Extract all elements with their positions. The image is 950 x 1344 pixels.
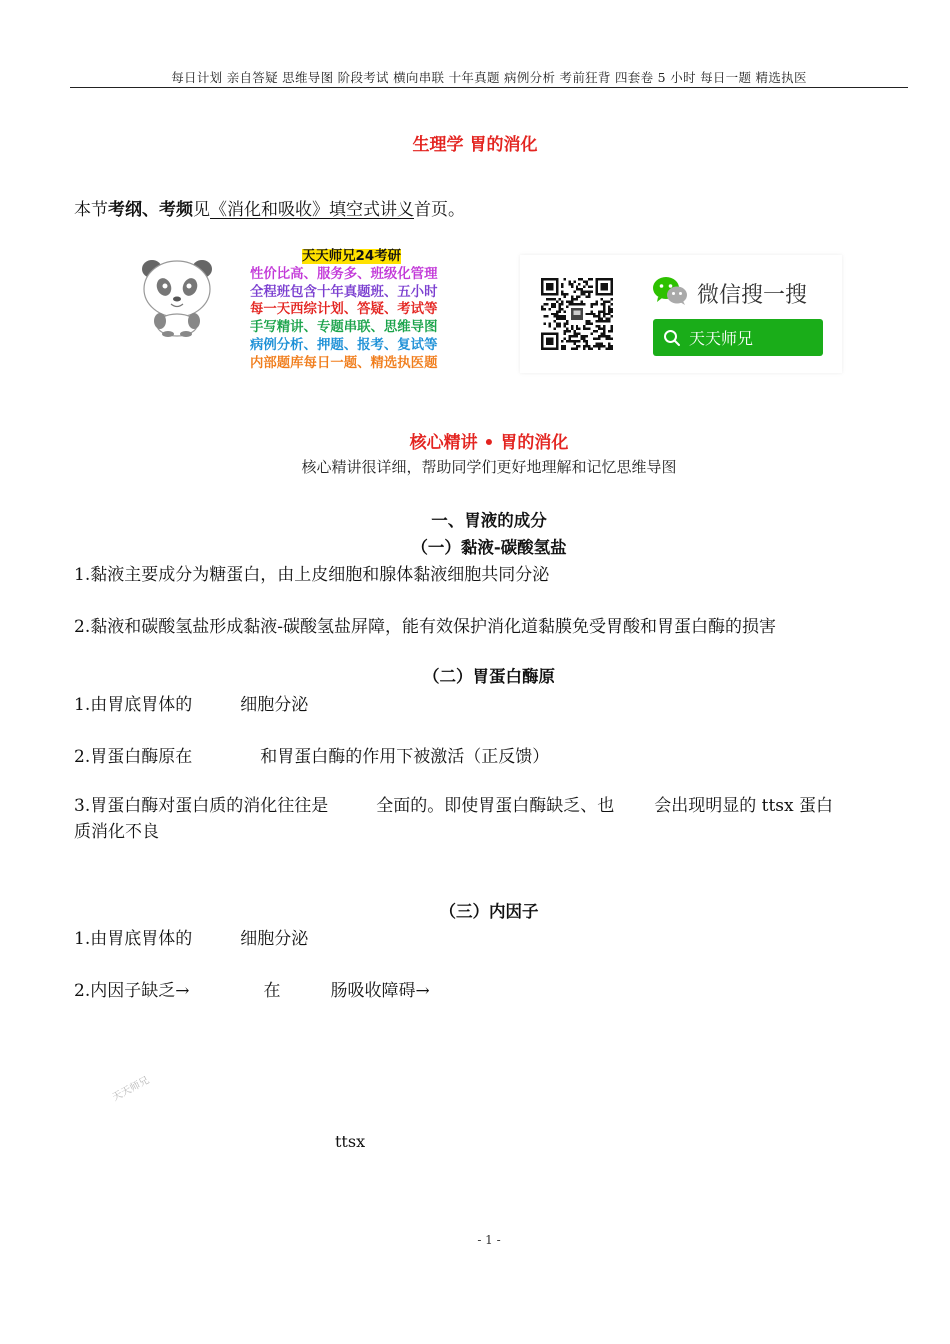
paragraph-intrinsic-1 bbox=[74, 924, 308, 949]
wechat-search-button-label: 天天师兄 bbox=[689, 329, 754, 348]
promo-line: 手写精讲、专题串联、思维导图 bbox=[250, 320, 438, 336]
intro-prefix: 本节 bbox=[74, 200, 108, 220]
text-fragment: 细胞分泌 bbox=[240, 929, 309, 949]
promo-text-block bbox=[250, 248, 437, 373]
panda-mascot-icon bbox=[138, 255, 216, 337]
intro-middle: 见 bbox=[193, 200, 210, 220]
paragraph-intrinsic-2 bbox=[74, 976, 430, 1001]
stray-text: ttsx bbox=[335, 1132, 366, 1151]
promo-line: 每一天西综计划、答疑、考试等 bbox=[250, 302, 438, 318]
text-fragment: 全面的。即使胃蛋白酶缺乏、也 bbox=[376, 796, 615, 816]
text-fragment: 在 bbox=[263, 981, 281, 1001]
promo-title-text: 天天师兄24考研 bbox=[302, 249, 401, 264]
wechat-logo-icon bbox=[652, 276, 688, 306]
watermark-text: 天天师兄 bbox=[110, 1075, 152, 1104]
promo-line: 内部题库每日一题、精选执医题 bbox=[250, 355, 438, 371]
subsection-heading-3: （三）内因子 bbox=[439, 902, 539, 921]
promo-line: 全程班包含十年真题班、五小时 bbox=[250, 284, 438, 300]
text-fragment: 肠吸收障碍→ bbox=[330, 981, 430, 1001]
intro-link-text: 《消化和吸收》填空式讲义 bbox=[210, 200, 414, 220]
text-fragment: 和胃蛋白酶的作用下被激活（正反馈） bbox=[260, 747, 550, 767]
search-icon bbox=[663, 329, 681, 347]
header-divider bbox=[70, 87, 908, 88]
core-subtitle: 核心精讲很详细，帮助同学们更好地理解和记忆思维导图 bbox=[301, 458, 677, 476]
promo-title bbox=[302, 248, 437, 266]
core-title: 核心精讲 • 胃的消化 bbox=[409, 433, 569, 453]
text-fragment: 1.由胃底胃体的 bbox=[74, 695, 193, 715]
paragraph-mucus-1: 1.黏液主要成分为糖蛋白，由上皮细胞和腺体黏液细胞共同分泌 bbox=[74, 565, 550, 585]
page-number: - 1 - bbox=[477, 1233, 501, 1247]
promo-line: 性价比高、服务多、班级化管理 bbox=[250, 266, 438, 282]
text-fragment: 1.由胃底胃体的 bbox=[74, 929, 193, 949]
text-fragment: 会出现明显的 ttsx 蛋白 bbox=[654, 796, 834, 816]
text-fragment: 3.胃蛋白酶对蛋白质的消化往往是 bbox=[74, 796, 329, 816]
text-fragment: 2.内因子缺乏→ bbox=[74, 981, 190, 1001]
intro-bold: 考纲、考频 bbox=[108, 200, 193, 220]
wechat-search-label: 微信搜一搜 bbox=[697, 283, 808, 308]
page-title: 生理学 胃的消化 bbox=[412, 135, 538, 155]
promo-line: 病例分析、押题、报考、复试等 bbox=[250, 337, 438, 353]
page-header-text: 每日计划 亲自答疑 思维导图 阶段考试 横向串联 十年真题 病例分析 考前狂背 四套卷 5 小时 每日一题 精选执医 bbox=[171, 70, 807, 85]
wechat-search-button[interactable] bbox=[653, 319, 823, 356]
subsection-heading-2: （二）胃蛋白酶原 bbox=[423, 667, 555, 686]
paragraph-mucus-2: 2.黏液和碳酸氢盐形成黏液-碳酸氢盐屏障，能有效保护消化道黏膜免受胃酸和胃蛋白酶的损害 bbox=[74, 617, 776, 637]
text-fragment: 细胞分泌 bbox=[240, 695, 309, 715]
subsection-heading-1: （一）黏液-碳酸氢盐 bbox=[411, 538, 567, 557]
qr-code-icon bbox=[541, 278, 613, 350]
paragraph-pepsinogen-2 bbox=[74, 742, 549, 767]
text-fragment: 质消化不良 bbox=[74, 822, 159, 842]
text-fragment: 2.胃蛋白酶原在 bbox=[74, 747, 193, 767]
section-heading-1: 一、胃液的成分 bbox=[431, 511, 547, 530]
paragraph-pepsinogen-1 bbox=[74, 690, 308, 715]
intro-paragraph bbox=[74, 195, 465, 220]
paragraph-pepsinogen-3 bbox=[74, 793, 904, 845]
intro-suffix: 首页。 bbox=[414, 200, 465, 220]
